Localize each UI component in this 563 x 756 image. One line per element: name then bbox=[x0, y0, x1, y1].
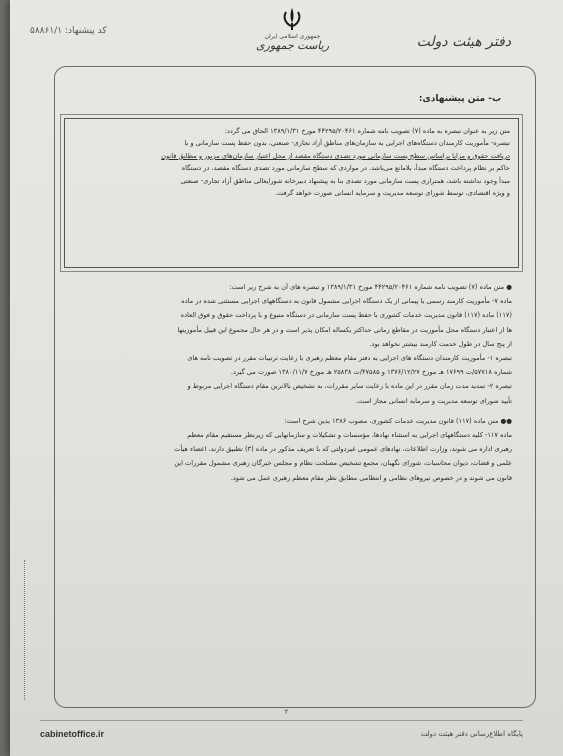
proposal-line: حاکم بر نظام پرداخت دستگاه مبدأ، بلامانع می‌باشد. در مواردی که سطح سازمانی مورد تصدی دستگاه مقصد، در دستگاه bbox=[181, 164, 510, 173]
proposal-line: و ویژه اقتصادی، توسط شورای توسعه مدیریت و سرمایه انسانی صورت خواهد گرفت. bbox=[274, 189, 510, 198]
article7-line: از پنج سال در طول خدمت کارمند بیشتر نخواهد بود. bbox=[369, 339, 512, 348]
page-number: ۲ bbox=[284, 708, 289, 716]
emblem-caption bbox=[250, 32, 335, 50]
note1-line: شماره ۵۷۷۱۸/ت ۱۷۶۹۹ هـ مورخ ۱۳۷۶/۱۲/۲۷ و ۴۷۵۸۵/ت ۲۵۸۳۸ هـ مورخ ۱۳۸۰/۱۱/۷ صورت می گیرد. bbox=[230, 368, 512, 377]
article117-line: ماده ۱۱۷- کلیه دستگاههای اجرایی به استثناء نهادها، مؤسسات و تشکیلات و سازمانهایی که زیرنظر مستقیم مقام معظم bbox=[187, 431, 512, 440]
article7-line: ماده ۷- مأموریت کارمند رسمی یا پیمانی از یک دستگاه اجرایی مشمول قانون به دستگاههای اجرایی مستثنی شده در ماده bbox=[181, 297, 512, 306]
proposal-line: مبدأ وجود نداشته باشد، همترازی پست سازمانی مورد تصدی بنا به پیشنهاد دبیرخانه شورایعالی مناطق آزاد تجاری- صنعتی bbox=[180, 176, 510, 185]
article7-intro: ● متن ماده (۷) تصویب نامه شماره ۴۴۲۹۵/۲۰۴۶۱ مورخ ۱۳۸۹/۱/۳۱ و تبصره های آن به شرح زیر است: bbox=[229, 283, 512, 291]
margin-marks bbox=[24, 560, 43, 700]
document-page bbox=[10, 0, 563, 756]
page-footer bbox=[40, 720, 523, 747]
note1-line: تبصره ۱- مأموریت کارمندان دستگاه های اجرایی به دفتر مقام معظم رهبری با رعایت ترتیبات مقرر در تصویب نامه های bbox=[187, 354, 512, 363]
note2-line: تأیید شورای توسعه مدیریت و سرمایه انسانی مجاز است. bbox=[355, 396, 512, 405]
article7-line: ها از اعتبار دستگاه محل مأموریت در مقاطع زمانی حداکثر یکساله امکان پذیر است و در هر حال مجموع این قبیل مأموریتها bbox=[177, 325, 512, 334]
proposal-intro: متن زیر به عنوان تبصره به ماده (۷) تصویب نامه شماره ۴۴۲۹۵/۲۰۴۶۱ مورخ ۱۳۸۹/۱/۳۱ الحاق می گردد: bbox=[224, 127, 510, 135]
proposal-code: کد پیشنهاد: ۵۸۸۶۱/۱ bbox=[30, 26, 107, 36]
section-title: ب- متن پیشنهادی: bbox=[418, 94, 501, 104]
emblem-line2: ریاست جمهوری bbox=[255, 39, 330, 52]
emblem-line1: جمهوری اسلامی ایران bbox=[264, 33, 321, 40]
article117-line: قانون می شوند و در خصوص نیروهای نظامی و انتظامی مطابق نظر مقام معظم رهبری عمل می شود. bbox=[230, 473, 512, 482]
article7-line: (۱۱۷) ماده (۱۱۷) قانون مدیریت خدمات کشوری با حفظ پست سازمانی در دستگاه متبوع و با پرداخت حقوق و فوق العاده bbox=[180, 311, 512, 320]
proposal-line: دریافت حقوق و مزایا براساس سطح پست سازمانی مورد تصدی دستگاه مقصد از محل اعتبار سازمان‌های مزبور و مطابق قانون bbox=[161, 151, 510, 160]
article117-intro: ●● متن ماده (۱۱۷) قانون مدیریت خدمات کشوری، مصوب ۱۳۸۶ بدین شرح است: bbox=[284, 416, 512, 425]
article117-line: علمی و قضات، دیوان محاسبات، شورای نگهبان، مجمع تشخیص مصلحت نظام و مجلس خبرگان رهبری مشمول مقررات این bbox=[174, 459, 512, 468]
proposal-box bbox=[64, 118, 519, 268]
office-title: دفتر هیئت دولت bbox=[416, 34, 511, 50]
iran-emblem-icon bbox=[280, 6, 304, 32]
footer-portal: پایگاه اطلاع‌رسانی دفتر هیئت دولت bbox=[420, 730, 523, 738]
note2-line: تبصره ۲- تمدید مدت زمان مقرر در این ماده با رعایت سایر مقررات، به تشخیص بالاترین مقام دستگاه اجرایی مربوط و bbox=[187, 382, 512, 391]
proposal-line: تبصره- مأموریت کارمندان دستگاه‌های اجرایی به سازمان‌های مناطق آزاد تجاری- صنعتی، بدون حفظ پست سازمانی و با bbox=[184, 139, 510, 148]
footer-url: cabinetoffice.ir bbox=[40, 729, 105, 739]
body-text bbox=[72, 280, 512, 485]
article117-line: رهبری اداره می شوند، وزارت اطلاعات، نهادهای عمومی غیردولتی که با تعریف مذکور در ماده (۳) تطبیق دارند، اعضاء هیأت bbox=[174, 445, 512, 454]
